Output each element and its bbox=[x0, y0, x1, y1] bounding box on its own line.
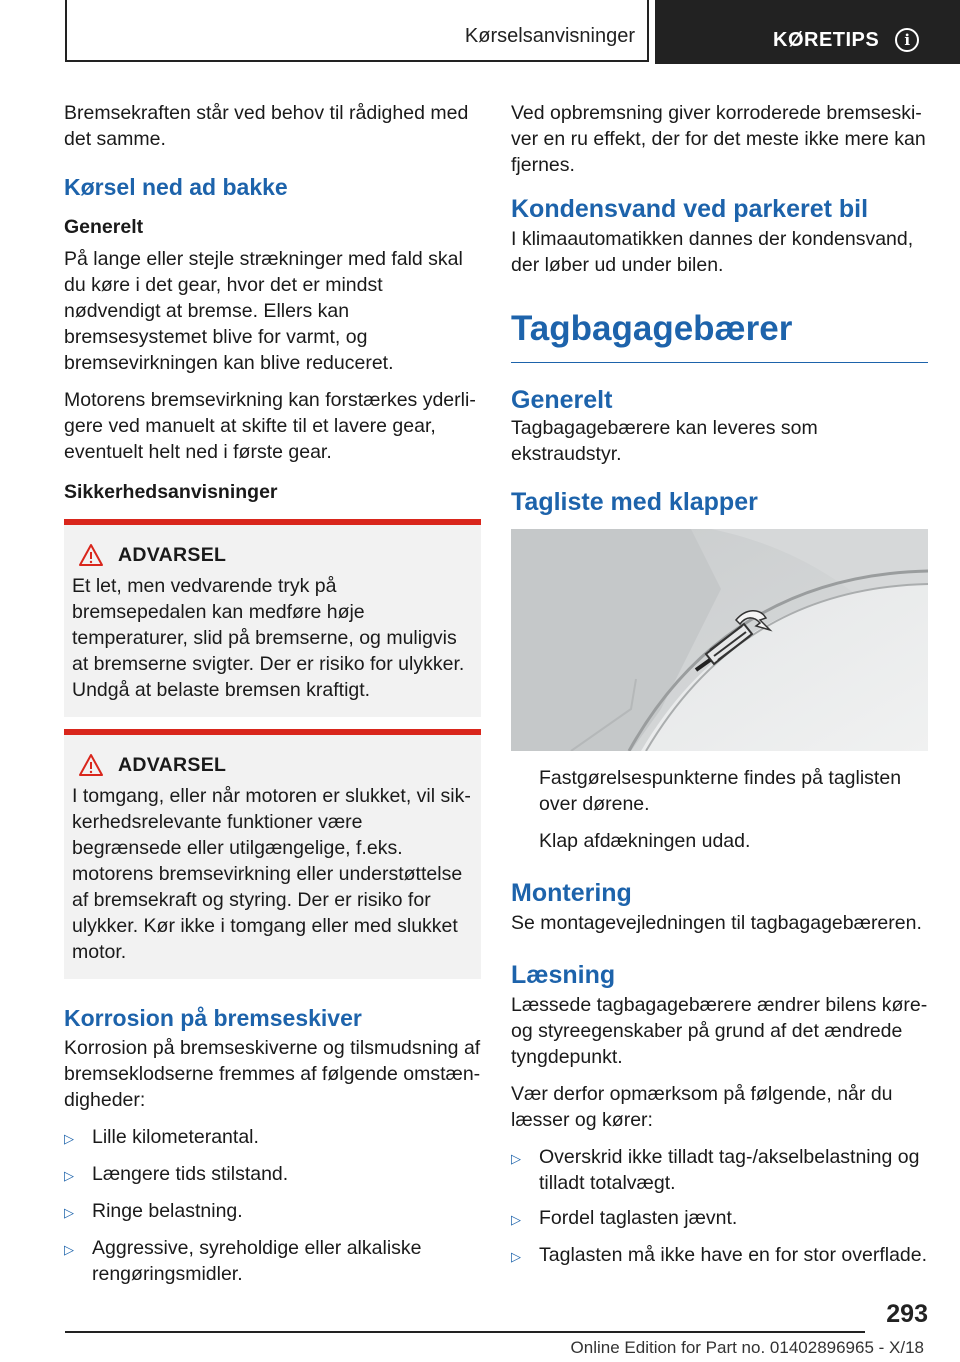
heading-loading: Læsning bbox=[511, 961, 616, 989]
heading-corrosion: Korrosion på bremseskiver bbox=[64, 1005, 362, 1031]
heading-condensation: Kondensvand ved parkeret bil bbox=[511, 195, 869, 223]
roof-rail-photo bbox=[511, 529, 928, 751]
info-circle-icon: i bbox=[895, 28, 919, 52]
list-item: ▷ Ringe belastning. bbox=[64, 1198, 481, 1226]
warning-title: ADVARSEL bbox=[118, 753, 227, 776]
bullet-triangle-icon: ▷ bbox=[511, 1151, 521, 1166]
warning-triangle-icon bbox=[78, 753, 104, 777]
subheading-general: Generelt bbox=[64, 216, 144, 238]
header-chapter-tab bbox=[655, 0, 960, 64]
chapter-title: KØRETIPS bbox=[773, 29, 880, 51]
heading-mounting: Montering bbox=[511, 879, 632, 907]
heading-downhill: Kørsel ned ad bakke bbox=[64, 174, 288, 200]
intro-paragraph: Bremsekraften står ved behov til rådighed med det samme. bbox=[64, 102, 469, 150]
list-item: ▷ Taglasten må ikke have en for stor overflade. bbox=[511, 1242, 928, 1270]
corrosion-paragraph: Korrosion på bremseskiverne og tilsmudsning af bremseklodserne fremmes af følgende omstændigheder: bbox=[64, 1037, 481, 1111]
subheading-safety: Sikkerhedsanvisninger bbox=[64, 481, 278, 503]
condensation-paragraph: I klimaautomatikken dannes der kondensvand, der løber ud under bilen. bbox=[511, 228, 914, 276]
bullet-triangle-icon: ▷ bbox=[64, 1168, 74, 1183]
bullet-triangle-icon: ▷ bbox=[64, 1131, 74, 1146]
list-item: ▷ Længere tids stilstand. bbox=[64, 1161, 481, 1189]
bullet-triangle-icon: ▷ bbox=[64, 1205, 74, 1220]
right-column bbox=[511, 100, 928, 1279]
page-number: 293 bbox=[886, 1300, 928, 1328]
mounting-paragraph: Se montagevejledningen til tagbagagebæreren. bbox=[511, 912, 922, 934]
bullet-triangle-icon: ▷ bbox=[64, 1242, 74, 1257]
warning-text: Et let, men vedvarende tryk på bremsepedalen kan medføre høje temperaturer, slid på bremserne, og muligvis at bremserne svigter. Der er risiko for ulykker. Undgå at belaste bremsen kraftigt. bbox=[72, 575, 465, 701]
loading-list bbox=[511, 1144, 928, 1270]
footer-edition: Online Edition for Part no. 01402896965 - X/18 bbox=[570, 1338, 924, 1357]
warning-box-2 bbox=[64, 729, 481, 979]
general-paragraph-2: Motorens bremsevirkning kan forstærkes yderligere ved manuelt at skifte til et lavere gear, eventuelt helt ned i første gear. bbox=[64, 389, 476, 463]
list-item: ▷ Fordel taglasten jævnt. bbox=[511, 1205, 928, 1233]
roof-rail-paragraph-1: Fastgørelsespunkterne findes på taglisten over dørene. bbox=[539, 767, 902, 815]
list-item: ▷ Overskrid ikke tilladt tag-/akselbelastning og tilladt totalvægt. bbox=[511, 1146, 920, 1194]
heading-roof-rail: Tagliste med klapper bbox=[511, 488, 758, 516]
heading-general: Generelt bbox=[511, 386, 613, 414]
footer-rule bbox=[65, 1331, 865, 1333]
loading-paragraph-1: Læssede tagbagagebærere ændrer bilens køre- og styreegenskaber på grund af det ændrede tyngdepunkt. bbox=[511, 994, 928, 1068]
warning-title: ADVARSEL bbox=[118, 543, 227, 566]
bullet-triangle-icon: ▷ bbox=[511, 1212, 521, 1227]
warning-text: I tomgang, eller når motoren er slukket, vil sikkerhedsrelevante funktioner være begrænsede eller utilgængelige, f.eks. motorens bremsevirkning eller understøttelse af bremsekraft og styring. Der er risiko for ulykker. Kør ikke i tomgang eller med slukket motor. bbox=[72, 785, 471, 963]
heading-roof-rack: Tagbagagebærer bbox=[511, 306, 928, 363]
warning-box-1 bbox=[64, 519, 481, 717]
corrosion-list bbox=[64, 1124, 481, 1287]
roof-rail-paragraph-2: Klap afdækningen udad. bbox=[539, 830, 751, 852]
list-item: ▷ Lille kilometerantal. bbox=[64, 1124, 481, 1152]
loading-paragraph-2: Vær derfor opmærksom på følgende, når du læsser og kører: bbox=[511, 1083, 893, 1131]
section-title: Kørselsanvisninger bbox=[464, 25, 635, 47]
continued-paragraph: Ved opbremsning giver korroderede bremseskiver en ru effekt, der for det meste ikke mere kan fjernes. bbox=[511, 102, 926, 176]
general-paragraph-1: På lange eller stejle strækninger med fald skal du køre i det gear, hvor det er mindst nødvendigt at bremse. Ellers kan bremsesystemet blive for varmt, og bremsevirkningen kan blive reduceret. bbox=[64, 248, 463, 374]
warning-triangle-icon bbox=[78, 543, 104, 567]
list-item: ▷ Aggressive, syreholdige eller alkaliske rengøringsmidler. bbox=[64, 1237, 422, 1285]
bullet-triangle-icon: ▷ bbox=[511, 1249, 521, 1264]
general-paragraph: Tagbagagebærere kan leveres som ekstraudstyr. bbox=[511, 417, 818, 465]
left-column bbox=[64, 100, 481, 1296]
header-section-tab bbox=[65, 0, 649, 62]
